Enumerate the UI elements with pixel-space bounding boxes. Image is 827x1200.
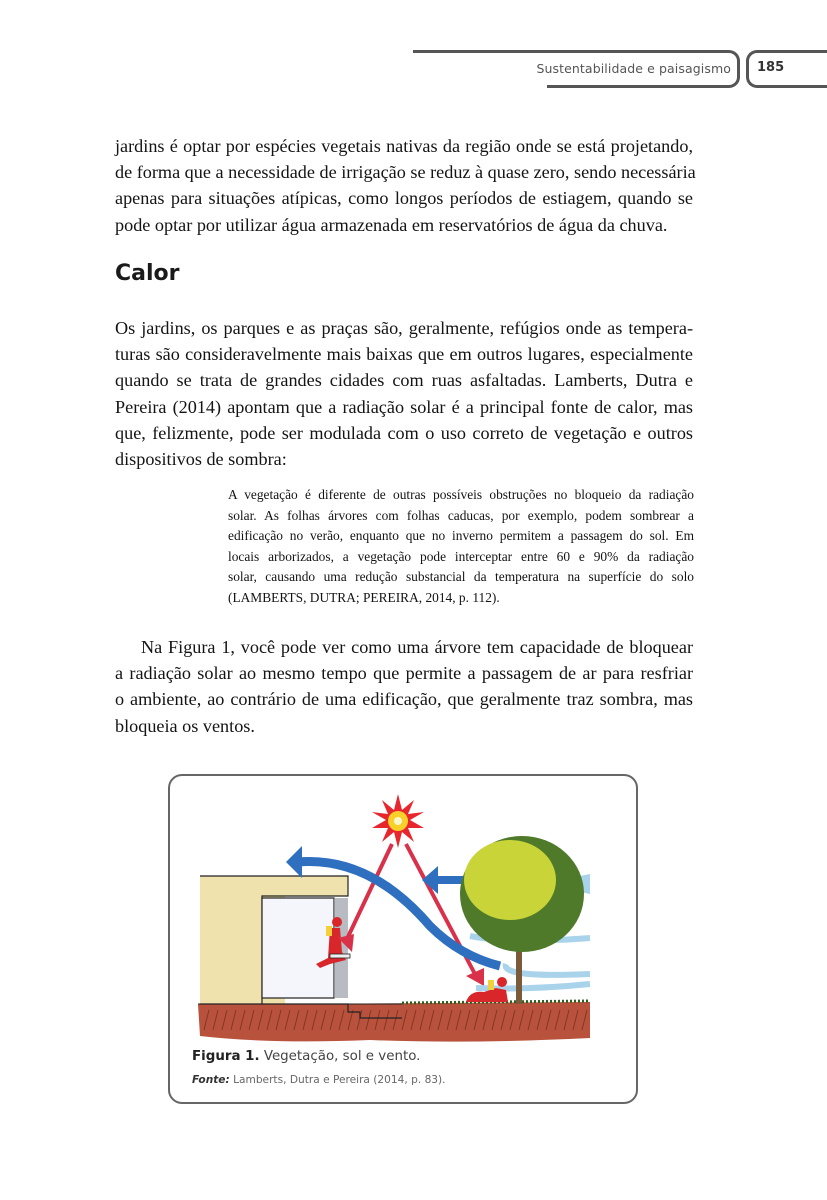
text-line: apenas para situações atípicas, como longos períodos de estiagem, quando se [115, 188, 693, 209]
quote-line: locais arborizados, a vegetação pode interceptar entre 60 e 90% da radiação [228, 548, 694, 564]
quote-line: solar, causando uma redução substancial da temperatura na superfície do solo [228, 569, 694, 585]
text-line: Pereira (2014) apontam que a radiação solar é a principal fonte de calor, mas [115, 396, 693, 417]
sun [372, 794, 424, 848]
text-line: quando se trata de grandes cidades com ruas asfaltadas. Lamberts, Dutra e [115, 370, 693, 391]
intro-paragraph [115, 133, 696, 238]
quote-line: (LAMBERTS, DUTRA; PEREIRA, 2014, p. 112). [228, 589, 500, 605]
figure-1 [168, 774, 638, 1104]
text-line: Os jardins, os parques e as praças são, geralmente, refúgios onde as tempera- [115, 318, 693, 338]
text-line: Na Figura 1, você pode ver como uma árvore tem capacidade de bloquear [141, 637, 693, 657]
text-line: pode optar por utilizar água armazenada em reservatórios de água da chuva. [115, 214, 668, 235]
text-line: bloqueia os ventos. [115, 715, 255, 736]
section-heading: Calor [115, 261, 180, 286]
ground-soil [198, 1002, 590, 1042]
figure-caption [192, 1049, 420, 1064]
page-number: 185 [757, 60, 785, 75]
quote-line: solar. As folhas árvores com folhas caducas, por exemplo, podem sombrear a [228, 507, 694, 523]
text-line: de forma que a necessidade de irrigação se reduz à quase zero, sendo necessária [115, 162, 696, 183]
running-title: Sustentabilidade e paisagismo [536, 61, 731, 76]
text-line: dispositivos de sombra: [115, 449, 287, 470]
figure-caption-text: Vegetação, sol e vento. [263, 1049, 421, 1064]
text-line: o ambiente, ao contrário de uma edificação, que geralmente traz sombra, mas [115, 689, 693, 710]
vegetation-sun-wind-illustration [170, 776, 636, 1046]
figure-label: Figura 1. [192, 1049, 260, 1064]
figure-source [192, 1074, 446, 1086]
block-quote [228, 485, 694, 609]
section-paragraph [115, 315, 693, 472]
text-line: que, felizmente, pode ser modulada com o uso correto de vegetação e outros [115, 422, 693, 443]
figure-reference-paragraph [115, 634, 693, 739]
building [198, 876, 402, 1018]
text-line: a radiação solar ao mesmo tempo que permite a passagem de ar para resfriar [115, 663, 693, 684]
quote-line: edificação no verão, enquanto que no inverno permitem a passagem do sol. Em [228, 528, 694, 544]
text-line: turas são consideravelmente mais baixas que em outros lugares, especialmente [115, 344, 693, 365]
figure-source-text: Lamberts, Dutra e Pereira (2014, p. 83). [233, 1074, 446, 1086]
quote-line: A vegetação é diferente de outras possíveis obstruções no bloqueio da radiação [228, 487, 694, 502]
text-line: jardins é optar por espécies vegetais nativas da região onde se está projetando, [115, 136, 693, 156]
figure-source-label: Fonte: [192, 1074, 230, 1086]
